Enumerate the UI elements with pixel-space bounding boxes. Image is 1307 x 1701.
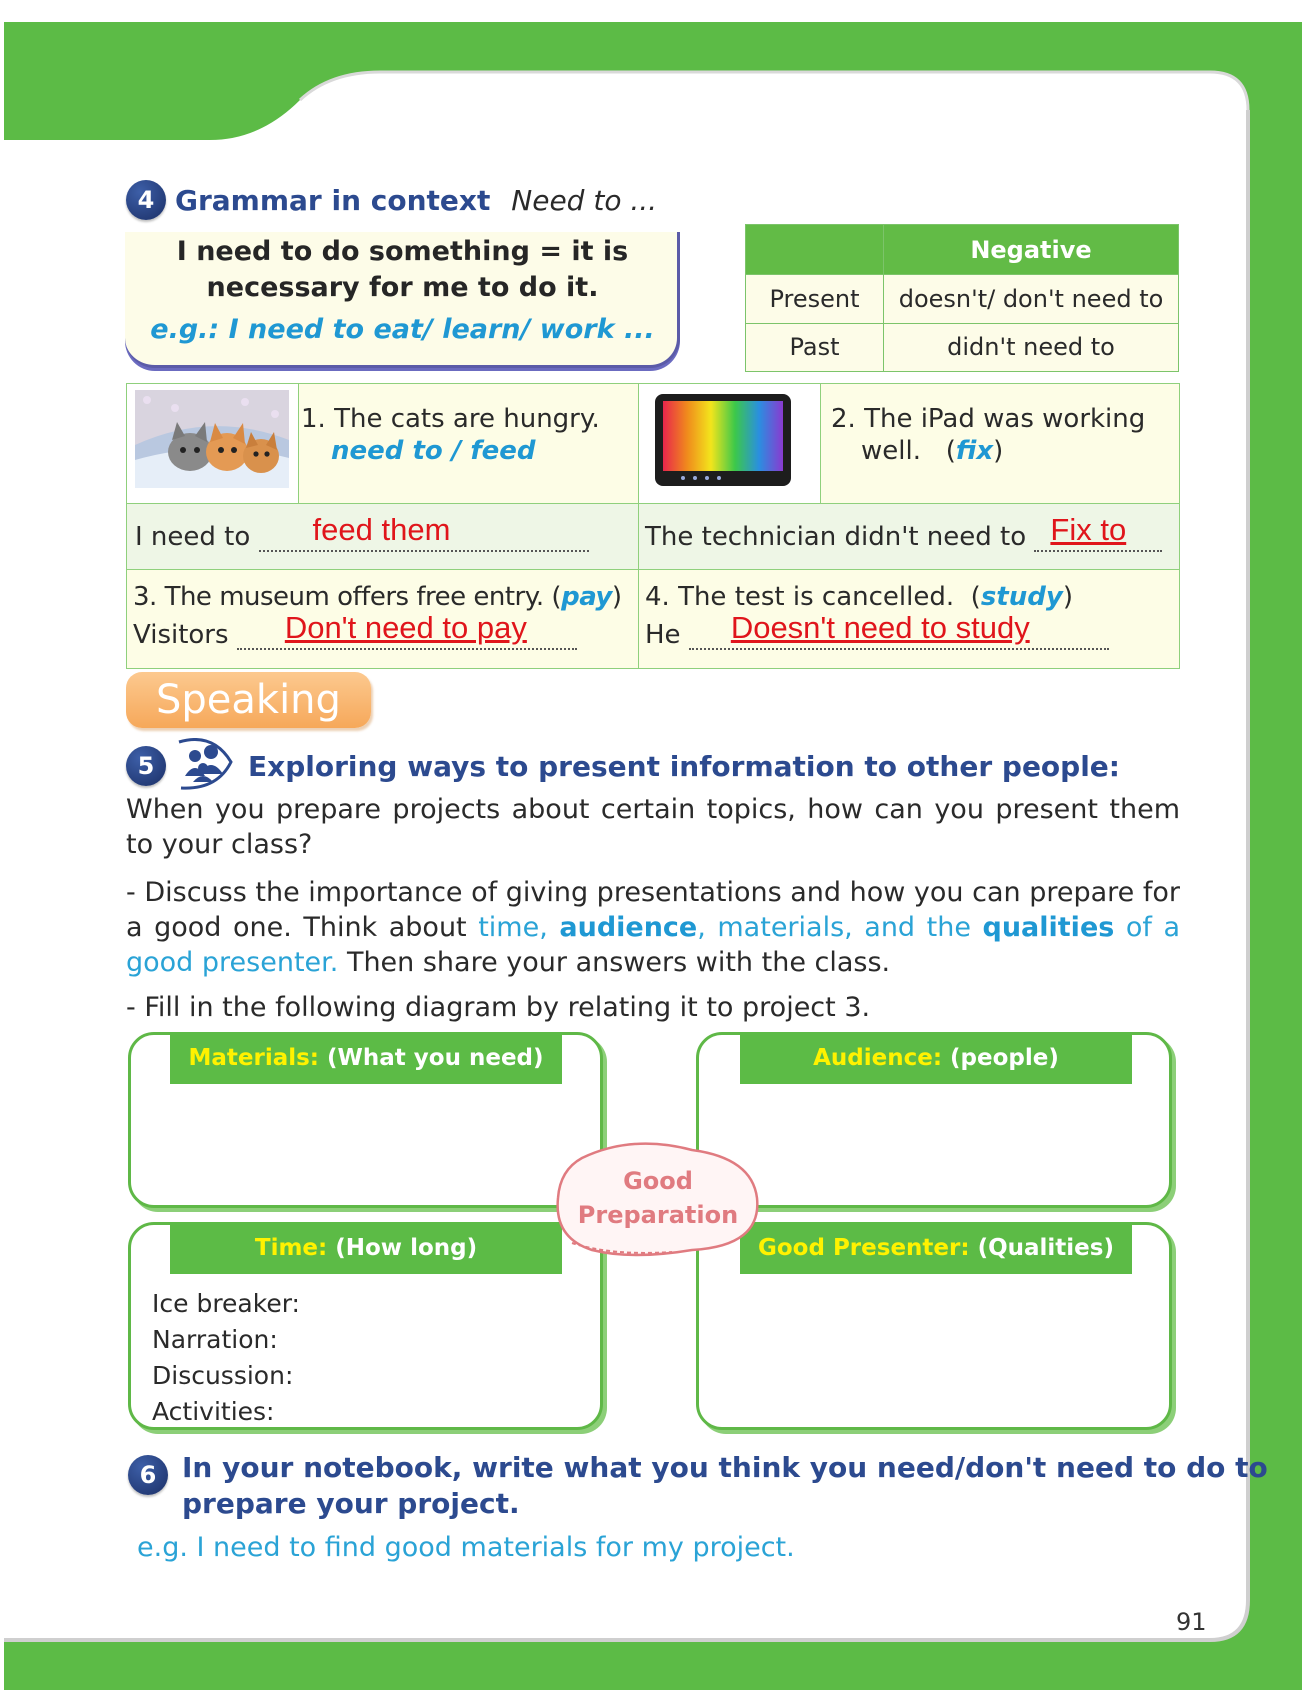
keyword-materials: , materials, and the	[697, 912, 971, 943]
section-6-badge	[128, 1455, 168, 1495]
exercise-2-answer-line[interactable]	[1034, 511, 1162, 552]
exercise-1-answer-cell	[127, 504, 639, 570]
materials-key: Materials:	[188, 1045, 319, 1071]
section-number: 4	[137, 186, 155, 214]
exercise-4-answer: Doesn't need to study	[730, 610, 1030, 645]
presenter-header	[740, 1222, 1132, 1274]
exercise-3-cell: 3. The museum offers free entry. (pay) Visitors Don't need to pay	[127, 570, 639, 669]
exercise-2-prompt-cell: 2. The iPad was working well. (fix)	[821, 384, 1180, 504]
tense-past: Past	[746, 323, 884, 372]
center-line-1: Good	[623, 1167, 693, 1195]
exercise-2-cue: fix	[955, 436, 994, 466]
section-6-example: e.g. I need to find good materials for my project.	[137, 1532, 795, 1563]
exercise-3-answer-prompt: Visitors	[133, 620, 229, 650]
time-rest: (How long)	[335, 1235, 478, 1261]
negative-table-header: Negative	[884, 225, 1179, 275]
presenter-rest: (Qualities)	[977, 1235, 1114, 1261]
exercise-2-answer: Fix to	[1050, 511, 1127, 547]
tablet-image-cell	[639, 384, 821, 504]
exercise-3-answer: Don't need to pay	[284, 610, 527, 645]
exercise-2-number: 2.	[831, 404, 856, 434]
rule-line-1: I need to do something = it is	[176, 236, 629, 267]
presenter-key: Good Presenter:	[758, 1235, 970, 1261]
bullet-1-end: Then share your answers with the class.	[346, 947, 891, 978]
section-6-instruction	[182, 1450, 1268, 1522]
keyword-audience: audience	[559, 912, 698, 943]
instruction-line-1: In your notebook, write what you think you need/don't need to do to	[182, 1451, 1268, 1484]
rule-line-2: necessary for me to do it.	[206, 272, 599, 303]
time-key: Time:	[254, 1235, 328, 1261]
negative-table	[745, 224, 1179, 372]
negative-present-form: doesn't/ don't need to	[884, 275, 1179, 324]
exercise-1-answer-prompt: I need to	[135, 521, 251, 552]
section-5-bullet-2: - Fill in the following diagram by relating it to project 3.	[126, 992, 871, 1023]
keyword-good-presenter: of a good presenter.	[126, 912, 1181, 978]
materials-rest: (What you need)	[327, 1045, 544, 1071]
exercise-4-sentence: 4. The test is cancelled.	[645, 582, 955, 612]
exercise-4-answer-prompt: He	[645, 620, 681, 650]
section-6-number: 6	[139, 1461, 157, 1489]
kittens-photo	[135, 390, 289, 488]
audience-header	[740, 1032, 1132, 1084]
grammar-rule-box	[125, 232, 680, 368]
time-item-ice-breaker: Ice breaker:	[152, 1289, 300, 1318]
keyword-qualities: qualities	[982, 912, 1115, 943]
exercise-2-sentence-end: well.	[861, 436, 921, 466]
exercise-1-answer-line[interactable]	[259, 511, 589, 552]
exercise-1-prompt-cell	[299, 384, 639, 504]
section-subtitle: Need to ...	[511, 184, 658, 217]
group-work-icon	[173, 738, 237, 792]
section-5-intro: When you prepare projects about certain topics, how can you present them to your class?	[126, 794, 1180, 860]
exercise-2-answer-prompt: The technician didn't need to	[645, 521, 1027, 552]
exercise-1-number: 1.	[301, 404, 326, 434]
exercise-3-sentence: 3. The museum offers free entry.	[133, 582, 544, 612]
negative-past-form: didn't need to	[884, 323, 1179, 372]
exercise-3-answer-line[interactable]	[237, 610, 577, 650]
instruction-line-2: prepare your project.	[182, 1487, 520, 1520]
keyword-time: time,	[478, 912, 548, 943]
section-title-label: Grammar in context	[175, 184, 491, 217]
time-item-discussion: Discussion:	[152, 1361, 294, 1390]
section-5-title: Exploring ways to present information to other people:	[248, 750, 1120, 783]
center-line-2: Preparation	[577, 1201, 739, 1229]
materials-header	[170, 1032, 562, 1084]
bullet-1-text: - Discuss the importance of giving presentations and how you can prepare for a good one. Think about	[126, 877, 1180, 943]
section-5-badge	[126, 746, 166, 786]
exercise-table	[126, 383, 1180, 669]
tablet-photo	[653, 392, 793, 488]
section-title	[175, 184, 657, 217]
exercise-4-cell: 4. The test is cancelled. (study) He Doesn't need to study	[639, 570, 1180, 669]
exercise-1-answer: feed them	[312, 511, 451, 547]
rule-example: e.g.: I need to eat/ learn/ work ...	[150, 314, 655, 345]
good-preparation-label	[552, 1164, 764, 1232]
audience-key: Audience:	[813, 1045, 943, 1071]
exercise-1-cue: need to / feed	[331, 436, 536, 466]
exercise-1-sentence: The cats are hungry.	[334, 404, 600, 434]
exercise-3-cue: pay	[561, 582, 612, 612]
exercise-2-sentence: The iPad was working	[864, 404, 1146, 434]
section-5-bullet-1	[126, 875, 1180, 980]
page-number: 91	[1176, 1608, 1207, 1636]
negative-table-corner	[746, 225, 884, 275]
exercise-2-answer-cell	[639, 504, 1180, 570]
exercise-4-cue: study	[980, 582, 1063, 612]
tense-present: Present	[746, 275, 884, 324]
speaking-label: Speaking	[126, 672, 371, 728]
section-5-number: 5	[137, 752, 155, 780]
time-item-activities: Activities:	[152, 1397, 275, 1426]
section-number-badge	[126, 180, 166, 220]
audience-rest: (people)	[950, 1045, 1059, 1071]
time-header	[170, 1222, 562, 1274]
kittens-image-cell	[127, 384, 299, 504]
time-items	[152, 1286, 300, 1430]
time-item-narration: Narration:	[152, 1325, 278, 1354]
